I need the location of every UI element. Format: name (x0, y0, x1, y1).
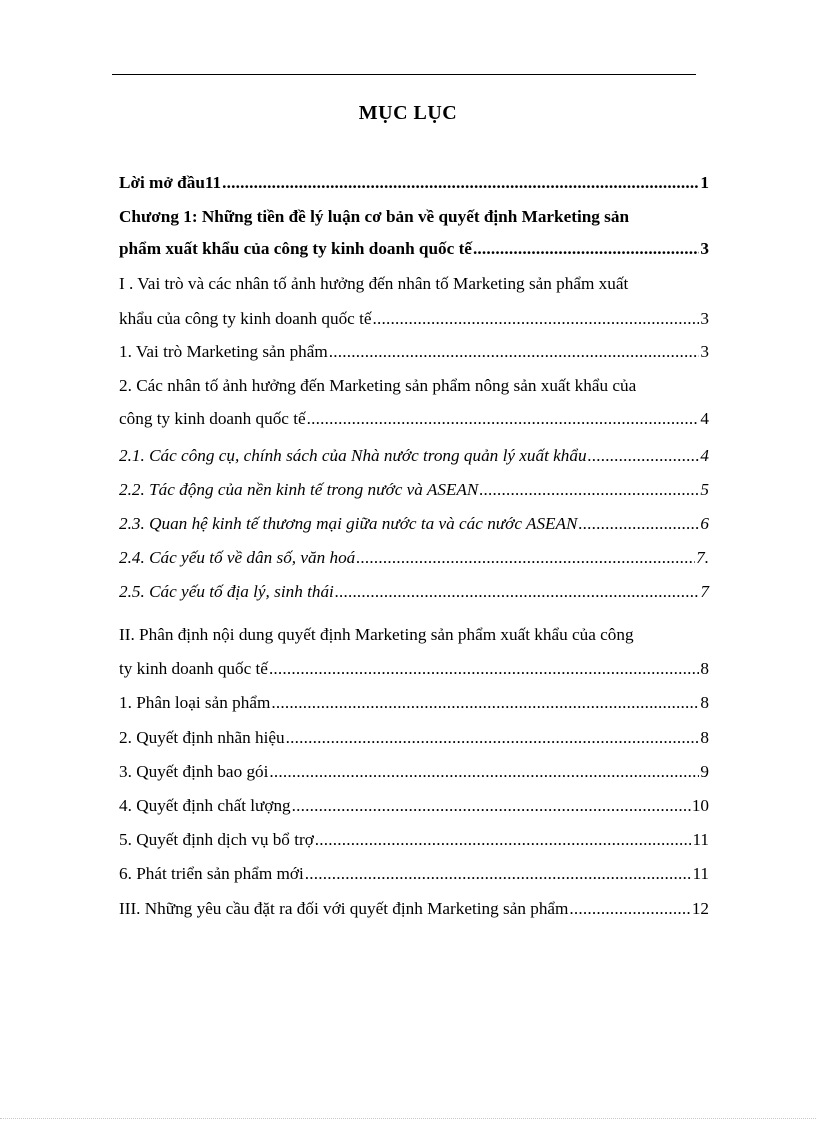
toc-entry-page: 9 (700, 762, 709, 781)
toc-entry-text: 2.3. Quan hệ kinh tế thương mại giữa nước ta và các nước ASEAN (119, 514, 578, 533)
toc-entry-text: 2. Quyết định nhãn hiệu (119, 728, 285, 747)
toc-entry-page: 8 (700, 659, 709, 678)
toc-entry-chapter-1-cont[interactable] (119, 237, 709, 261)
toc-leader-dots (335, 580, 700, 604)
toc-leader-dots (222, 171, 699, 195)
toc-entry-page: 3 (700, 342, 709, 361)
toc-entry-page: 12 (691, 899, 709, 918)
toc-leader-dots (305, 862, 692, 886)
toc-entry-text: 2.5. Các yếu tố địa lý, sinh thái (119, 582, 334, 601)
toc-entry-section-2-cont[interactable] (119, 657, 709, 681)
toc-leader-dots (286, 726, 700, 750)
toc-leader-dots (373, 307, 700, 331)
toc-leader-dots (315, 828, 692, 852)
toc-leader-dots (473, 237, 699, 261)
toc-entry-text: II. Phân định nội dung quyết định Marketing sản phẩm xuất khẩu của công (119, 625, 634, 644)
toc-entry-2-s2[interactable] (119, 726, 709, 750)
toc-leader-dots (329, 340, 700, 364)
toc-entry-text: 2.2. Tác động của nền kinh tế trong nước và ASEAN (119, 480, 479, 499)
toc-entry-text: khẩu của công ty kinh doanh quốc tế (119, 309, 372, 328)
toc-entry-page: 3 (700, 239, 709, 258)
toc-entry-2-s1[interactable] (119, 691, 709, 715)
toc-entry-text: 1. Vai trò Marketing sản phẩm (119, 342, 328, 361)
toc-entry-page: 7. (696, 548, 709, 567)
toc-entry-1-2[interactable] (119, 374, 709, 398)
toc-entry-text: 6. Phát triển sản phẩm mới (119, 864, 304, 883)
page-bottom-edge (0, 1118, 816, 1119)
toc-entry-2-2[interactable] (119, 478, 709, 502)
toc-leader-dots (356, 546, 695, 570)
toc-entry-text: công ty kinh doanh quốc tế (119, 409, 306, 428)
toc-entry-text: III. Những yêu cầu đặt ra đối với quyết định Marketing sản phẩm (119, 899, 569, 918)
toc-entry-2-5[interactable] (119, 580, 709, 604)
toc-leader-dots (588, 444, 700, 468)
toc-entry-2-1[interactable] (119, 444, 709, 468)
toc-leader-dots (479, 478, 699, 502)
toc-entry-text: 4. Quyết định chất lượng (119, 796, 291, 815)
toc-entry-2-s4[interactable] (119, 794, 709, 818)
toc-entry-text: 2.1. Các công cụ, chính sách của Nhà nước trong quản lý xuất khẩu (119, 446, 587, 465)
toc-entry-2-3[interactable] (119, 512, 709, 536)
toc-entry-text: 5. Quyết định dịch vụ bổ trợ (119, 830, 314, 849)
toc-leader-dots (307, 407, 700, 431)
toc-entry-2-s5[interactable] (119, 828, 709, 852)
toc-entry-section-2[interactable] (119, 623, 709, 647)
toc-leader-dots (269, 657, 699, 681)
toc-entry-1-1[interactable] (119, 340, 709, 364)
toc-entry-chapter-1[interactable] (119, 205, 709, 229)
toc-entry-text: ty kinh doanh quốc tế (119, 659, 268, 678)
toc-entry-page: 8 (700, 693, 709, 712)
toc-entry-2-s6[interactable] (119, 862, 709, 886)
toc-entry-page: 8 (700, 728, 709, 747)
toc-entry-intro[interactable] (119, 171, 709, 195)
toc-entry-text: 2.4. Các yếu tố về dân số, văn hoá (119, 548, 356, 567)
toc-entry-text: 1. Phân loại sản phẩm (119, 693, 271, 712)
toc-entry-page: 10 (691, 796, 709, 815)
toc-entry-text: 3. Quyết định bao gói (119, 762, 269, 781)
toc-entry-1-2-cont[interactable] (119, 407, 709, 431)
toc-entry-page: 1 (700, 173, 709, 192)
toc-entry-page: 7 (700, 582, 709, 601)
page-title: MỤC LỤC (358, 102, 458, 124)
toc-leader-dots (271, 691, 699, 715)
toc-entry-text: 2. Các nhân tố ảnh hưởng đến Marketing sản phẩm nông sản xuất khẩu của (119, 376, 637, 395)
toc-entry-2-s3[interactable] (119, 760, 709, 784)
toc-leader-dots (579, 512, 700, 536)
toc-entry-text: I . Vai trò và các nhân tố ảnh hưởng đến nhân tố Marketing sản phẩm xuất (119, 274, 629, 293)
toc-leader-dots (569, 897, 690, 921)
toc-leader-dots (292, 794, 691, 818)
toc-entry-page: 4 (700, 409, 709, 428)
toc-entry-2-4[interactable] (119, 546, 709, 570)
toc-entry-page: 3 (700, 309, 709, 328)
toc-entry-page: 5 (700, 480, 709, 499)
toc-entry-section-3[interactable] (119, 897, 709, 921)
toc-entry-page: 6 (700, 514, 709, 533)
toc-entry-section-1-cont[interactable] (119, 307, 709, 331)
toc-entry-page: 4 (700, 446, 709, 465)
toc-entry-page: 11 (692, 830, 709, 849)
toc-entry-section-1[interactable] (119, 272, 709, 296)
toc-entry-text: Chương 1: Những tiền đề lý luận cơ bản về quyết định Marketing sản (119, 207, 630, 226)
toc-leader-dots (269, 760, 699, 784)
toc-entry-text: Lời mở đầu11 (119, 173, 222, 192)
toc-entry-page: 11 (692, 864, 709, 883)
toc-entry-text: phẩm xuất khẩu của công ty kinh doanh quốc tế (119, 239, 472, 258)
